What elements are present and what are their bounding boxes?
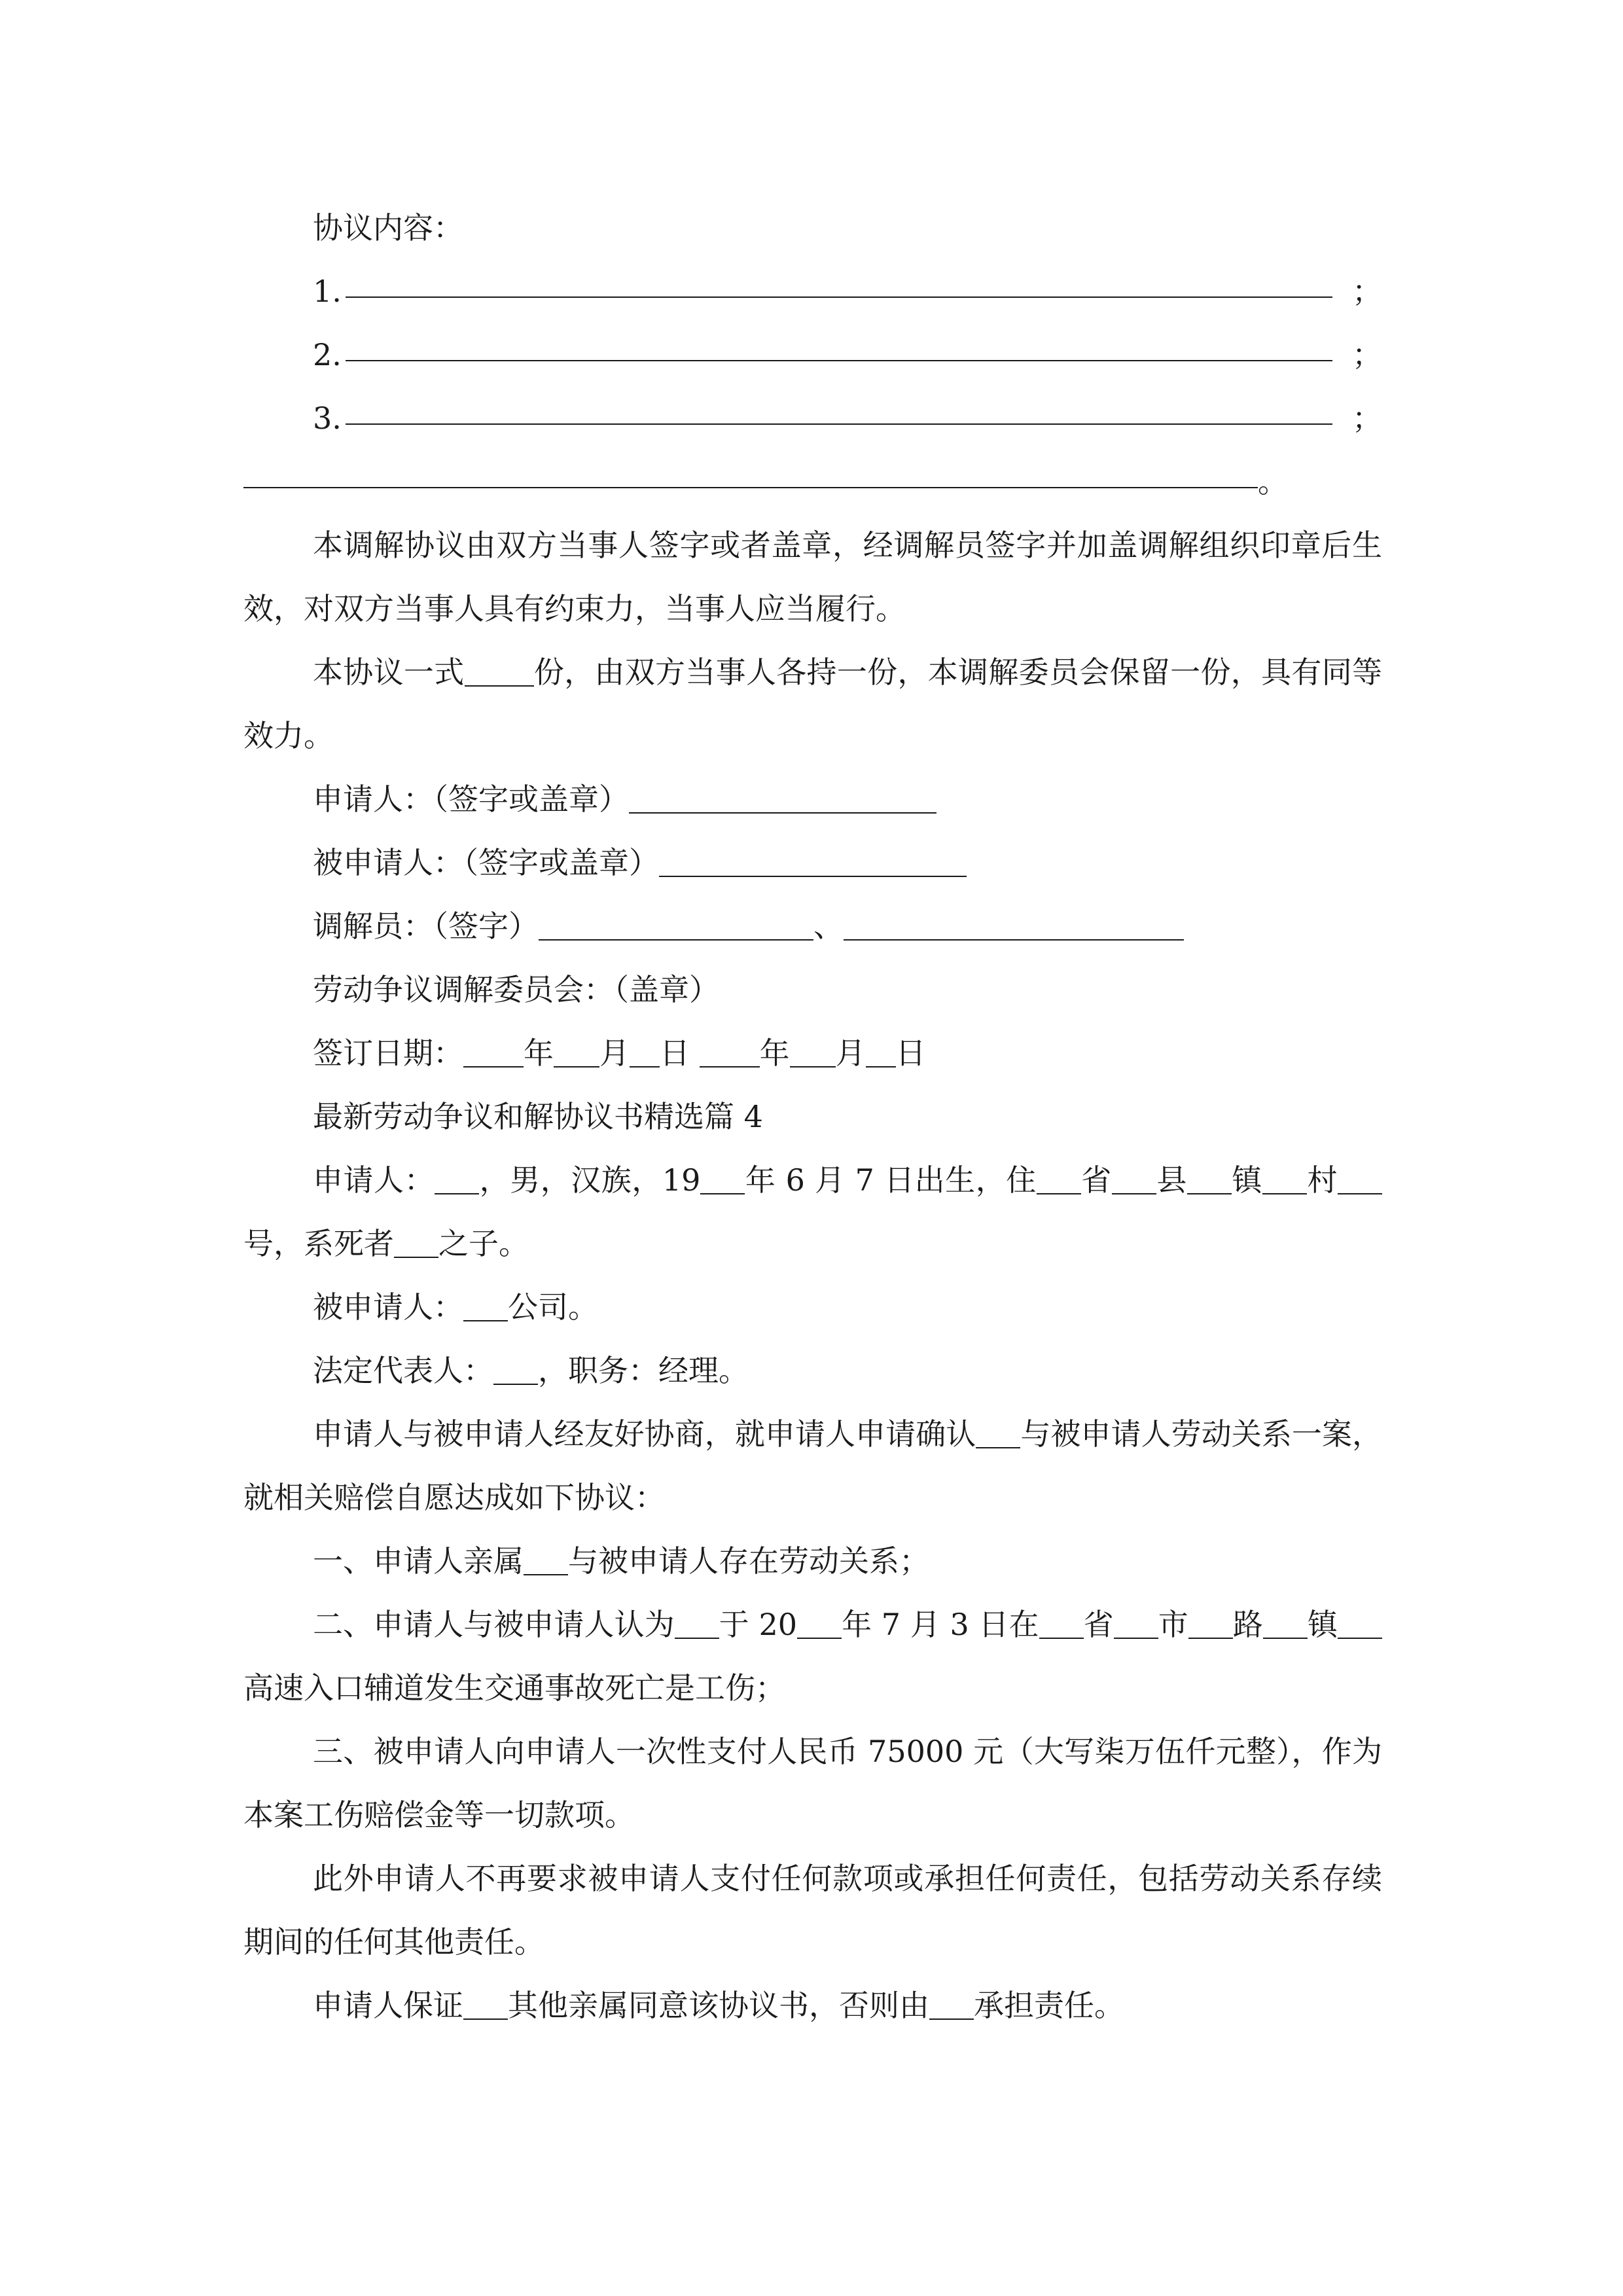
town-blank[interactable] [1263,1607,1308,1639]
legal-representative-line: 法定代表人： ，职务：经理。 [313,1353,749,1388]
day-blank[interactable] [866,1036,896,1067]
year-blank[interactable] [463,1036,524,1067]
responsible-party-blank[interactable] [929,1988,974,2020]
item-end: ； [1352,337,1382,372]
copies-count-blank[interactable] [465,655,534,687]
fill-in-line[interactable] [346,266,1332,298]
guarantee-line: 申请人保证 其他亲属同意该协议书，否则由 承担责任。 [313,1988,1124,2023]
copies-paragraph: 本协议一式 份，由双方当事人各持一份，本调解委员会保留一份，具有同等效力。 [243,655,1382,753]
item-tail-end: 。 [1258,464,1288,499]
agreement-item-continuation [243,450,1382,514]
item-number: 1. [313,274,342,309]
county-blank[interactable] [1112,1163,1156,1194]
effect-paragraph: 本调解协议由双方当事人签字或者盖章，经调解员签字并加盖调解组织印章后生效，对双方当事人具有约束力，当事人应当履行。 [243,528,1382,626]
name-blank[interactable] [976,1417,1020,1448]
company-blank[interactable] [463,1290,508,1321]
representative-blank[interactable] [493,1354,538,1385]
item-end: ； [1352,274,1382,309]
road-blank[interactable] [1188,1607,1233,1639]
deceased-name-blank[interactable] [394,1227,438,1258]
no-further-claims-paragraph: 此外申请人不再要求被申请人支付任何款项或承担任何责任，包括劳动关系存续期间的任何其他责任。 [243,1861,1382,1960]
item-number: 2. [313,337,342,372]
month-blank[interactable] [790,1036,836,1067]
clause-1: 一、申请人亲属 与被申请人存在劳动关系； [313,1543,929,1579]
item-end: ； [1352,401,1382,436]
signature-blank[interactable] [844,909,1184,941]
applicant-signature-line: 申请人：（签字或盖章） [243,768,1382,831]
year-blank[interactable] [700,1036,760,1067]
clause-2: 二、申请人与被申请人认为 于 20 年 7 月 3 日在 省 市 路 镇高速入口辅道发生交通事故死亡是工伤； [243,1593,1382,1720]
section-title: 最新劳动争议和解协议书精选篇 4 [313,1099,763,1134]
location-blank[interactable] [1338,1607,1382,1639]
month-blank[interactable] [554,1036,599,1067]
signature-blank[interactable] [629,782,936,814]
fill-in-line[interactable] [243,457,1258,488]
village-blank[interactable] [1262,1163,1307,1194]
agreement-item-2 [243,323,1382,387]
signature-blank[interactable] [539,909,813,941]
city-blank[interactable] [1114,1607,1158,1639]
clause-3: 三、被申请人向申请人一次性支付人民币 75000 元（大写柒万伍仟元整），作为本案工伤赔偿金等一切款项。 [243,1734,1382,1833]
respondent-info-line: 被申请人： 公司。 [313,1289,598,1325]
year-blank[interactable] [797,1607,842,1639]
agreement-item-1 [243,260,1382,323]
document-body [243,196,1382,2037]
agreement-item-3 [243,387,1382,450]
house-number-blank[interactable] [1338,1163,1382,1194]
fill-in-line[interactable] [346,330,1332,361]
relative-blank[interactable] [524,1544,568,1575]
committee-seal-line: 劳动争议调解委员会：（盖章） [313,972,719,1007]
mediator-signature-line: 调解员：（签字） 、 [243,895,1382,958]
year-blank[interactable] [700,1163,745,1194]
province-blank[interactable] [1039,1607,1084,1639]
signature-blank[interactable] [659,846,967,877]
agreement-heading: 协议内容： [313,210,463,245]
province-blank[interactable] [1037,1163,1081,1194]
applicant-info-paragraph: 申请人： ，男，汉族，19 年 6 月 7 日出生，住 省 县 镇 村号，系死者 之子。 [243,1149,1382,1276]
intro-paragraph: 申请人与被申请人经友好协商，就申请人申请确认 与被申请人劳动关系一案，就相关赔偿自愿达成如下协议： [243,1416,1382,1515]
respondent-signature-line: 被申请人：（签字或盖章） [243,831,1382,895]
town-blank[interactable] [1187,1163,1232,1194]
name-blank[interactable] [463,1988,508,2020]
day-blank[interactable] [630,1036,660,1067]
name-blank[interactable] [675,1607,719,1639]
fill-in-line[interactable] [346,393,1332,425]
name-blank[interactable] [435,1163,479,1194]
item-number: 3. [313,401,342,436]
signing-date-line: 签订日期： 年 月 日 年 月 日 [313,1035,926,1071]
